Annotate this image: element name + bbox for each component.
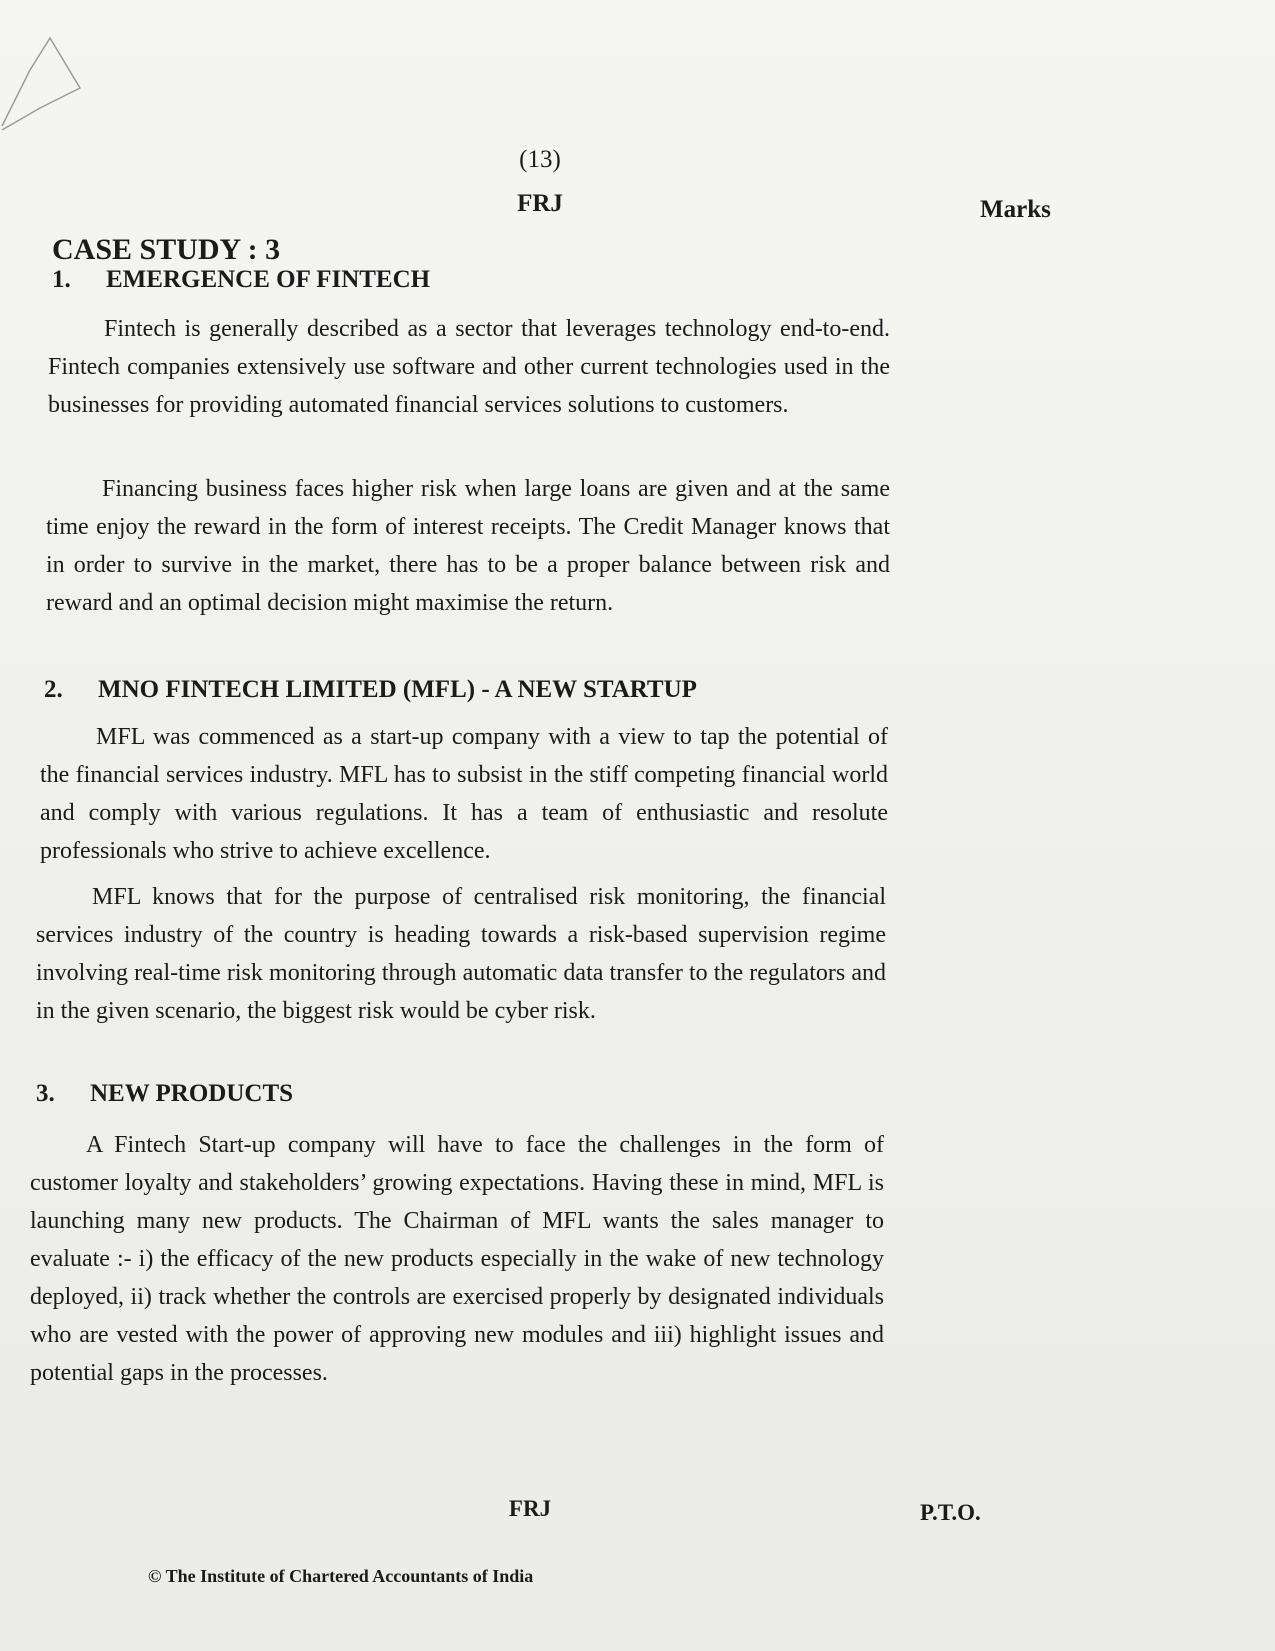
- section-3-number: 3.: [36, 1080, 55, 1107]
- case-study-title: CASE STUDY : 3: [52, 233, 281, 266]
- section-3-heading: NEW PRODUCTS: [90, 1080, 294, 1107]
- copyright-notice: © The Institute of Chartered Accountants of India: [148, 1566, 534, 1586]
- please-turn-over: P.T.O.: [920, 1500, 981, 1525]
- section-1-paragraph-1: Fintech is generally described as a sector that leverages technology end-to-end. Fintech companies extensively use software and other current technologies used in the businesses for providing automated financial services solutions to customers.: [48, 316, 890, 418]
- section-2-heading: MNO FINTECH LIMITED (MFL) - A NEW STARTUP: [98, 676, 697, 703]
- section-2-paragraph-2: MFL knows that for the purpose of centralised risk monitoring, the financial services industry of the country is heading towards a risk-based supervision regime involving real-time risk monitoring through automatic data transfer to the regulators and in the given scenario, the biggest risk would be cyber risk.: [36, 884, 886, 1024]
- header-paper-code: FRJ: [517, 190, 563, 217]
- section-1-number: 1.: [52, 266, 71, 293]
- section-3-paragraph-1: A Fintech Start-up company will have to face the challenges in the form of customer loyalty and stakeholders’ growing expectations. Having these in mind, MFL is launching many new products. The Chairman of MFL wants the sales manager to evaluate :- i) the efficacy of the new products especially in the wake of new technology deployed, ii) track whether the controls are exercised properly by designated individuals who are vested with the power of approving new modules and iii) highlight issues and potential gaps in the processes.: [30, 1132, 884, 1386]
- footer-paper-code: FRJ: [508, 1496, 552, 1521]
- page-number: (13): [519, 146, 561, 173]
- section-1-paragraph-2: Financing business faces higher risk when large loans are given and at the same time enjoy the reward in the form of interest receipts. The Credit Manager knows that in order to survive in the market, there has to be a proper balance between risk and reward and an optimal decision might maximise the return.: [46, 476, 890, 616]
- section-2-number: 2.: [44, 676, 63, 703]
- marks-label: Marks: [980, 196, 1051, 223]
- section-2-paragraph-1: MFL was commenced as a start-up company with a view to tap the potential of the financial services industry. MFL has to subsist in the stiff competing financial world and comply with various regulations. It has a team of enthusiastic and resolute professionals who strive to achieve excellence.: [40, 724, 888, 864]
- section-1-heading: EMERGENCE OF FINTECH: [106, 266, 431, 293]
- folded-corner-mark: [0, 30, 90, 140]
